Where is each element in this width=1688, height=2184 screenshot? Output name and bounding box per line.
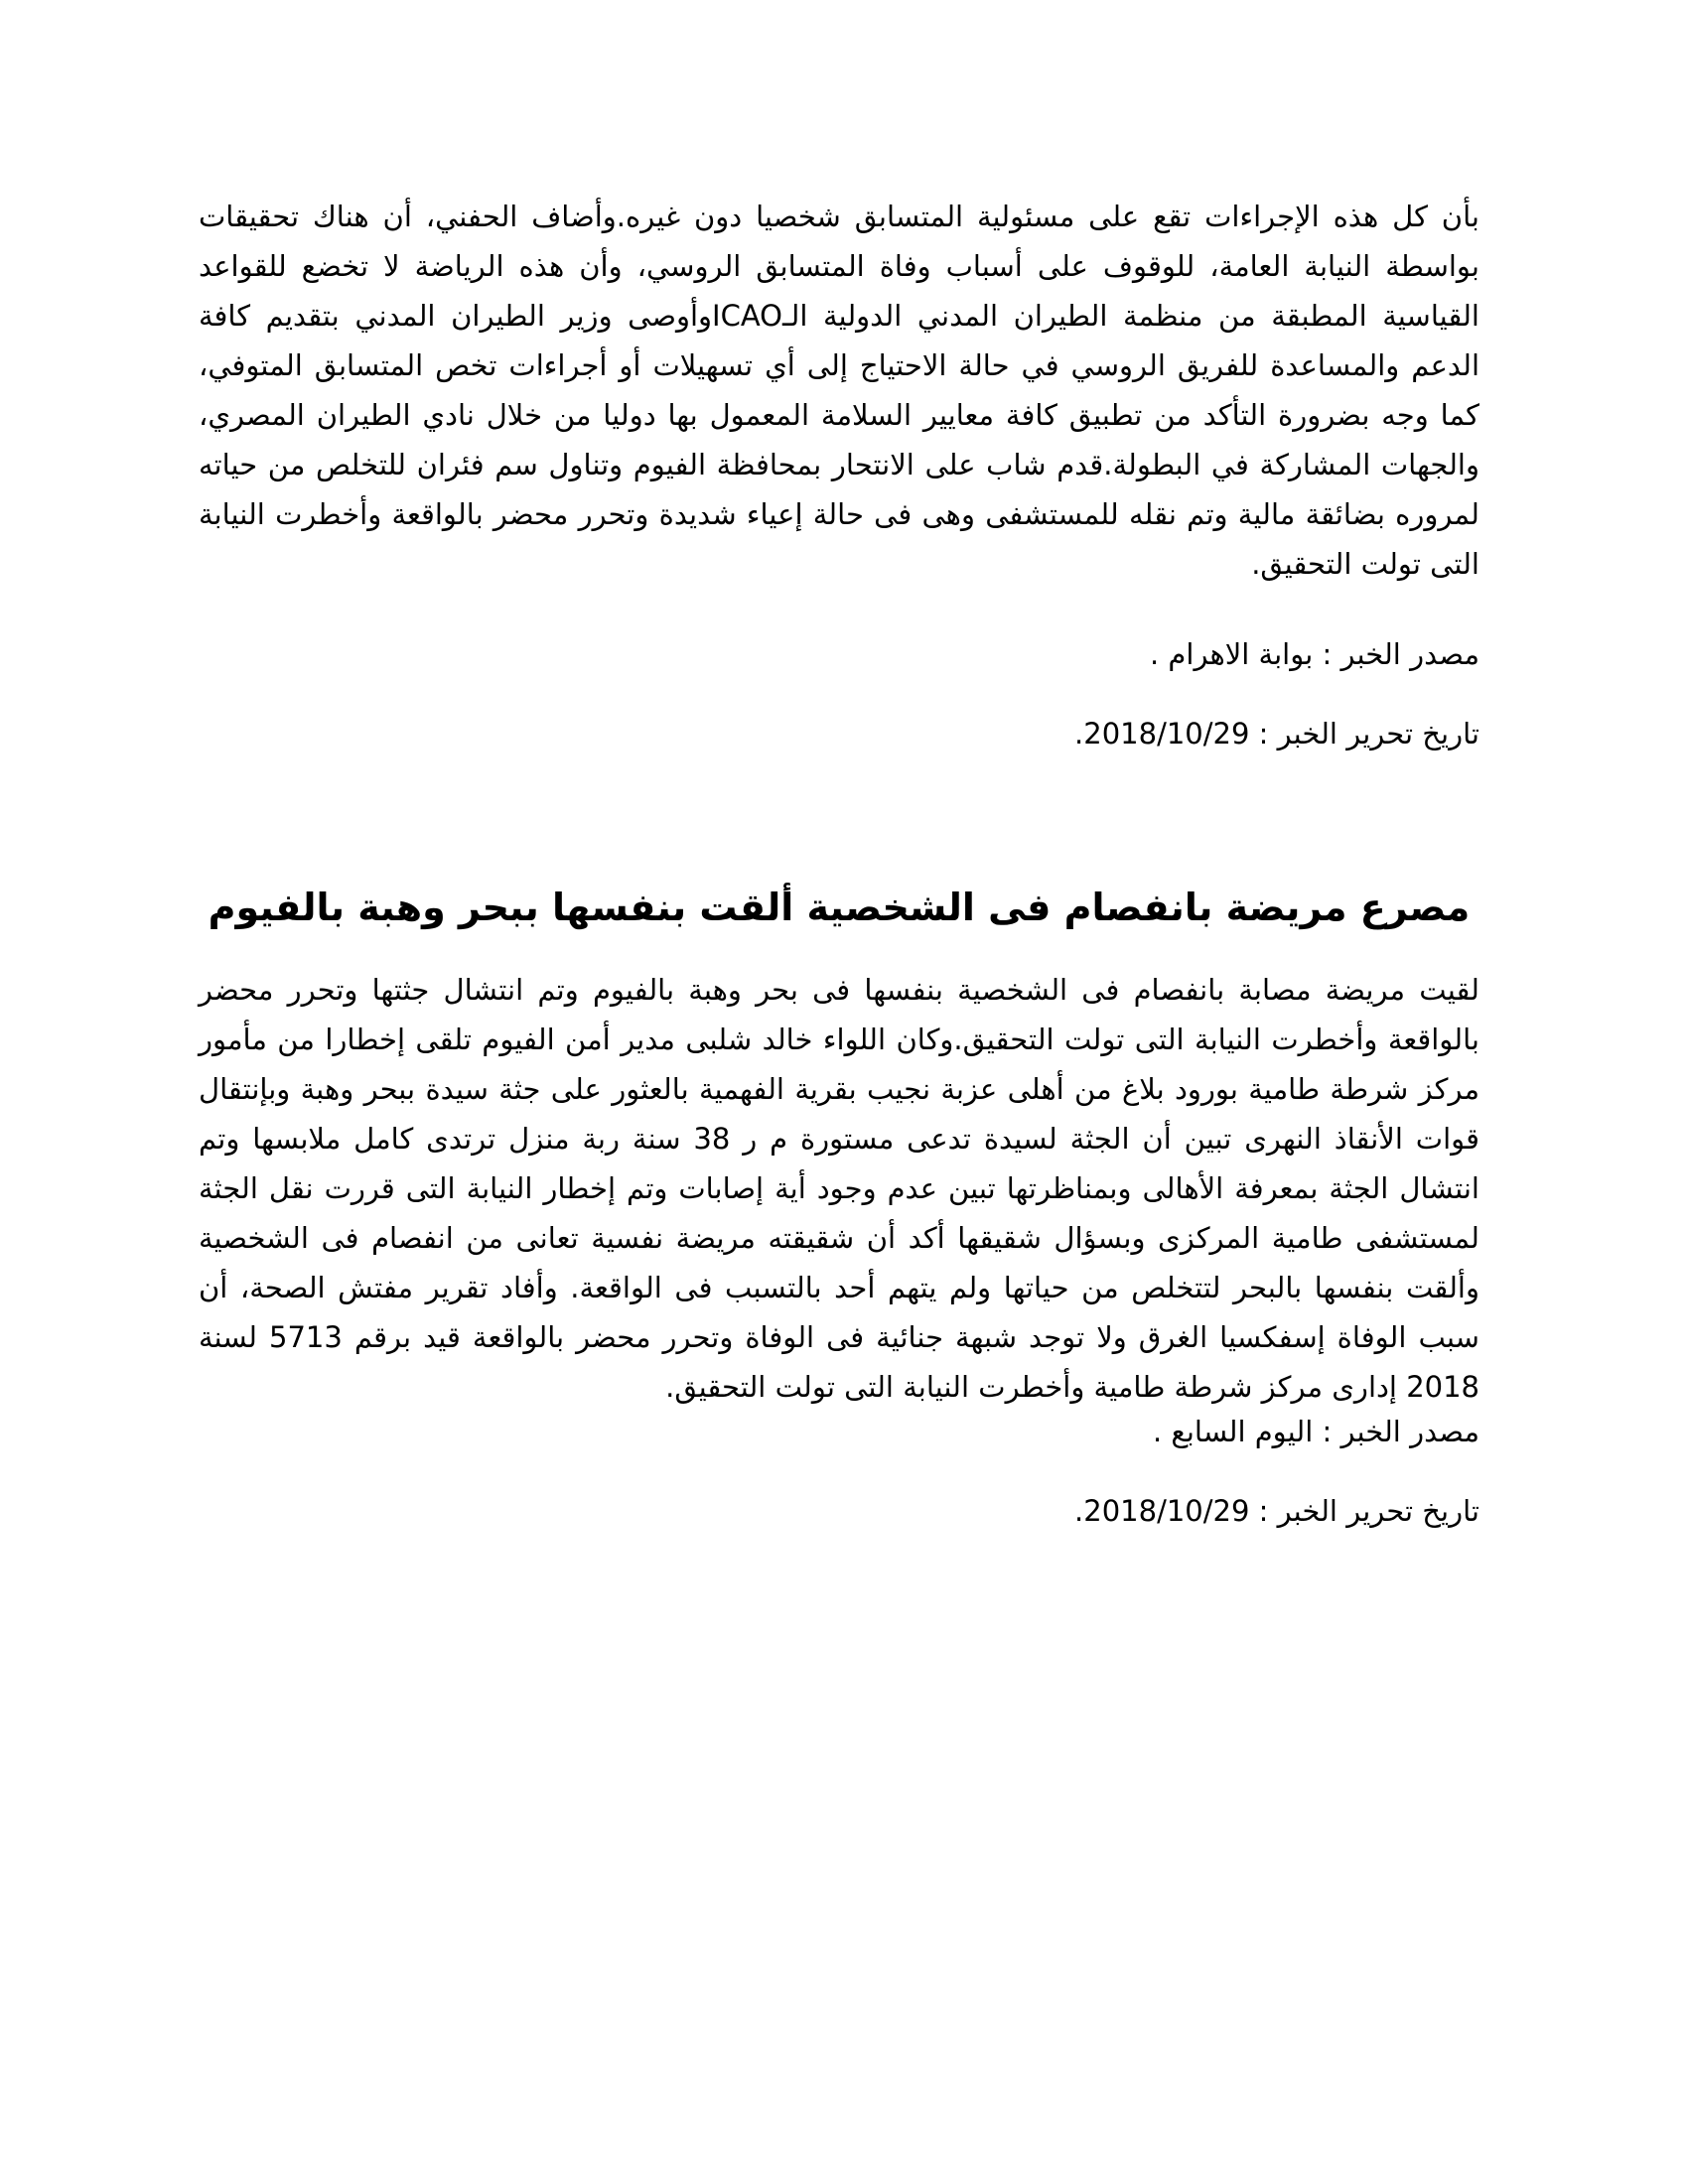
article1-body-paragraph: بأن كل هذه الإجراءات تقع على مسئولية المتسابق شخصيا دون غيره.وأضاف الحفني، أن هناك تحقيقات بواسطة النيابة العامة، للوقوف على أسباب وفاة المتسابق الروسي، وأن هذه الرياضة لا تخضع للقواعد القياسية المطبقة من منظمة الطيران المدني الدولية الـICAOوأوصى وزير الطيران المدني بتقديم كافة الدعم والمساعدة للفريق الروسي في حالة الاحتياج إلى أي تسهيلات أو أجراءات تخص المتسابق المتوفي، كما وجه بضرورة التأكد من تطبيق كافة معايير السلامة المعمول بها دوليا من خلال نادي الطيران المصري، والجهات المشاركة في البطولة.قدم شاب على الانتحار بمحافظة الفيوم وتناول سم فئران للتخلص من حياته لمروره بضائقة مالية وتم نقله للمستشفى وهى فى حالة إعياء شديدة وتحرر محضر بالواقعة وأخطرت النيابة التى تولت التحقيق. — [199, 200, 1479, 581]
article1-source: مصدر الخبر : بوابة الاهرام . — [1150, 637, 1479, 671]
article1-date: تاريخ تحرير الخبر : 2018/10/29. — [1074, 717, 1479, 751]
article2-date: تاريخ تحرير الخبر : 2018/10/29. — [1074, 1494, 1479, 1528]
article2-headline: مصرع مريضة بانفصام فى الشخصية ألقت بنفسها ببحر وهبة بالفيوم — [208, 886, 1471, 929]
article2-body-paragraph: لقيت مريضة مصابة بانفصام فى الشخصية بنفسها فى بحر وهبة بالفيوم وتم انتشال جثتها وتحرر محضر بالواقعة وأخطرت النيابة التى تولت التحقيق.وكان اللواء خالد شلبى مدير أمن الفيوم تلقى إخطارا من مأمور مركز شرطة طامية بورود بلاغ من أهلى عزبة نجيب بقرية الفهمية بالعثور على جثة سيدة ببحر وهبة وبإنتقال قوات الأنقاذ النهرى تبين أن الجثة لسيدة تدعى مستورة م ر 38 سنة ربة منزل ترتدى كامل ملابسها وتم انتشال الجثة بمعرفة الأهالى وبمناظرتها تبين عدم وجود أية إصابات وتم إخطار النيابة التى قررت نقل الجثة لمستشفى طامية المركزى وبسؤال شقيقها أكد أن شقيقته مريضة نفسية تعانى من انفصام فى الشخصية وألقت بنفسها بالبحر لتتخلص من حياتها ولم يتهم أحد بالتسبب فى الواقعة. وأفاد تقرير مفتش الصحة، أن سبب الوفاة إسفكسيا الغرق ولا توجد شبهة جنائية فى الوفاة وتحرر محضر بالواقعة قيد برقم 5713 لسنة 2018 إدارى مركز شرطة طامية وأخطرت النيابة التى تولت التحقيق. — [199, 973, 1479, 1404]
article2-source: مصدر الخبر : اليوم السابع . — [1152, 1415, 1479, 1448]
